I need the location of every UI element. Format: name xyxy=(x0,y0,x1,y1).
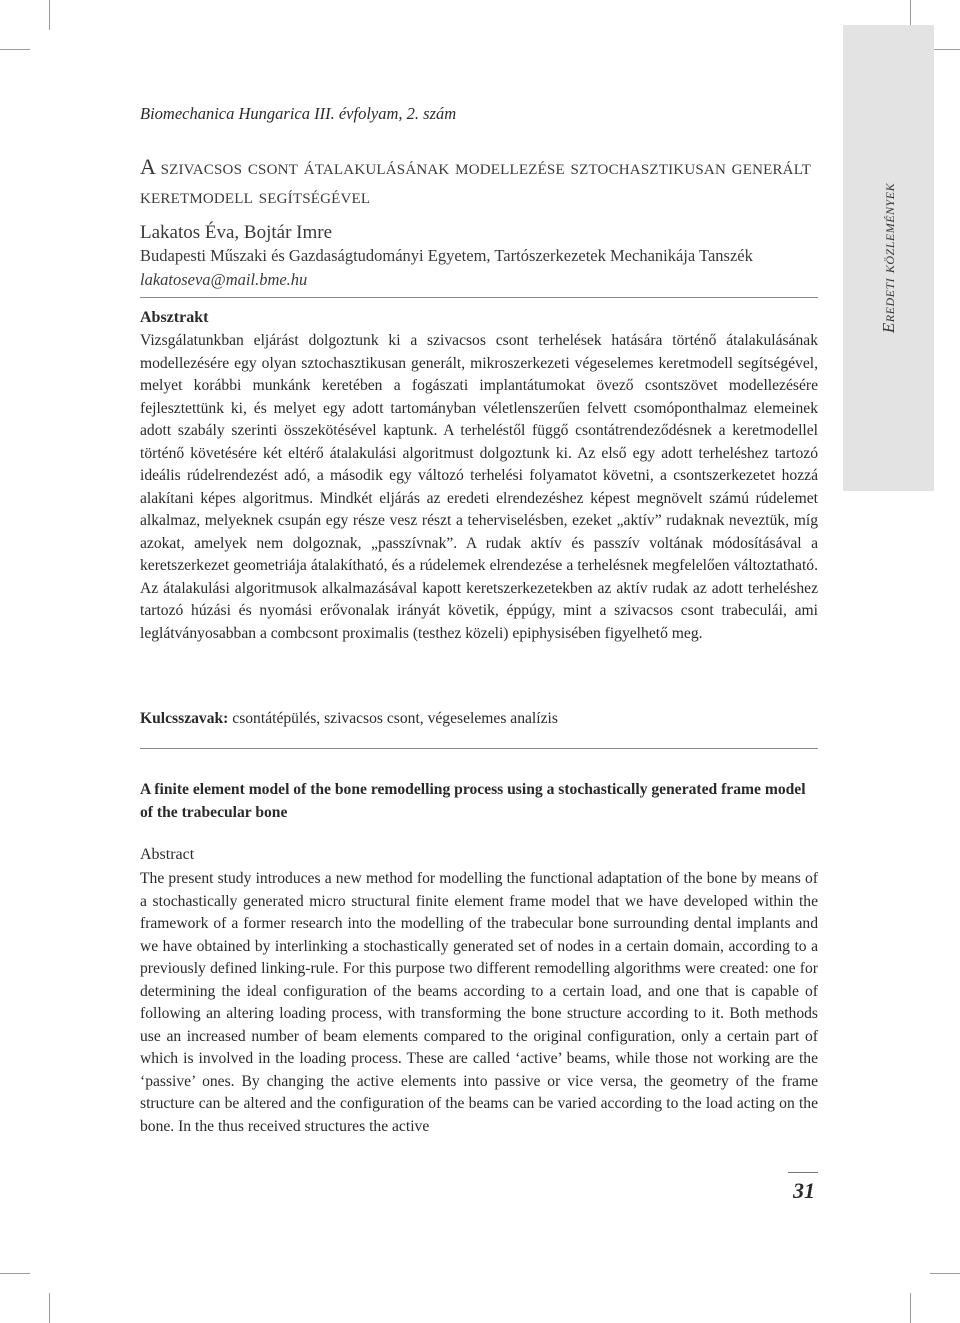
abstract-hu-heading: Absztrakt xyxy=(140,309,209,326)
page-number-rule xyxy=(788,1172,818,1173)
abstract-en-heading: Abstract xyxy=(140,846,195,863)
keywords-line xyxy=(140,710,558,728)
crop-mark xyxy=(910,1293,911,1323)
crop-mark xyxy=(930,1273,960,1274)
crop-mark xyxy=(930,49,960,50)
abstract-en-text: The present study introduces a new method for modelling the functional adaptation of the bone by means of a stochastically generated micro structural finite element frame model that we have developed within the framework of a former research into the modelling of the trabecular bone surrounding dental implants and we have obtained by interlinking a stochastically generated set of nodes in a certain domain, according to a previously defined linking-rule. For this purpose two different remodelling algorithms were created: one for determining the ideal configuration of the beams according to a certain load, and one that is capable of following an altering loading process, with transforming the bone structure according to it. Both methods use an increased number of beam elements compared to the original configuration, only a certain part of which is involved in the loading process. These are called ‘active’ beams, while those not working are the ‘passive’ ones. By changing the active elements into passive or vice versa, the geometry of the frame structure can be altered and the configuration of the beams can be varied according to the load acting on the bone. In the thus received structures the active xyxy=(140,870,818,1135)
keywords-value: csontátépülés, szivacsos csont, végeselemes analízis xyxy=(228,710,558,727)
crop-mark xyxy=(49,0,50,30)
article-affiliation: Budapesti Műszaki és Gazdaságtudományi Egyetem, Tartószerkezetek Mechanikája Tanszék xyxy=(140,246,753,265)
page-number: 31 xyxy=(793,1178,815,1203)
article-authors: Lakatos Éva, Bojtár Imre xyxy=(140,222,333,243)
section-side-tab xyxy=(843,25,934,491)
english-title: A finite element model of the bone remodelling process using a stochastically generated frame model of the trabecular bone xyxy=(140,781,806,821)
author-email-link[interactable]: lakatoseva@mail.bme.hu xyxy=(140,270,308,289)
side-tab-label: Eredeti közlemények xyxy=(878,182,898,334)
article-title: A szivacsos csont átalakulásának modellezése sztochasztikusan generált keretmodell segítségével xyxy=(140,154,812,208)
divider xyxy=(140,748,818,749)
crop-mark xyxy=(0,1273,30,1274)
running-head: Biomechanica Hungarica III. évfolyam, 2. szám xyxy=(140,104,457,123)
crop-mark xyxy=(49,1293,50,1323)
abstract-hu-text: Vizsgálatunkban eljárást dolgoztunk ki a szivacsos csont terhelések hatására történő átalakulásának modellezésére egy olyan sztochasztikusan generált, mikroszerkezeti végeselemes keretmodell segítségével, melyet korábbi munkánk keretében a fogászati implantátumokat övező csontszövet modellezésére fejlesztettünk ki, és melyet egy adott tartományban véletlenszerűen felvett csomóponthalmaz elemeinek adott szabály szerinti összekötésével kaptunk. A terheléstől függő csontátrendeződésnek a keretmodellel történő követésére két eltérő átalakulási algoritmust dolgoztunk ki. Az első egy adott terheléshez tartozó ideális rúdelrendezést adó, a második egy változó terhelési folyamatot követni, a csontszerkezetet hozzá alakítani képes algoritmus. Mindkét eljárás az eredeti elrendezéshez képest megnövelt számú rúdelemet alkalmaz, melyeknek csupán egy része vesz részt a teherviselésben, ezeket „aktív” rudaknak neveztük, míg azokat, amelyek nem dolgoznak, „passzívnak”. A rudak aktív és passzív voltának módosításával a keretszerkezet geometriája átalakítható, és a rúdelemek elrendezése a terhelésnek megfelelően változtatható. Az átalakulási algoritmusok alkalmazásával kapott keretszerkezetekben az aktív rudak az adott terheléshez tartozó húzási és nyomási erővonalak irányát követik, éppúgy, mint a szivacsos csont trabeculái, ami leglátványosabban a combcsont proximalis (testhez közeli) epiphysisében figyelhető meg. xyxy=(140,332,818,642)
crop-mark xyxy=(0,49,30,50)
keywords-label: Kulcsszavak: xyxy=(140,710,229,727)
divider xyxy=(140,297,818,298)
